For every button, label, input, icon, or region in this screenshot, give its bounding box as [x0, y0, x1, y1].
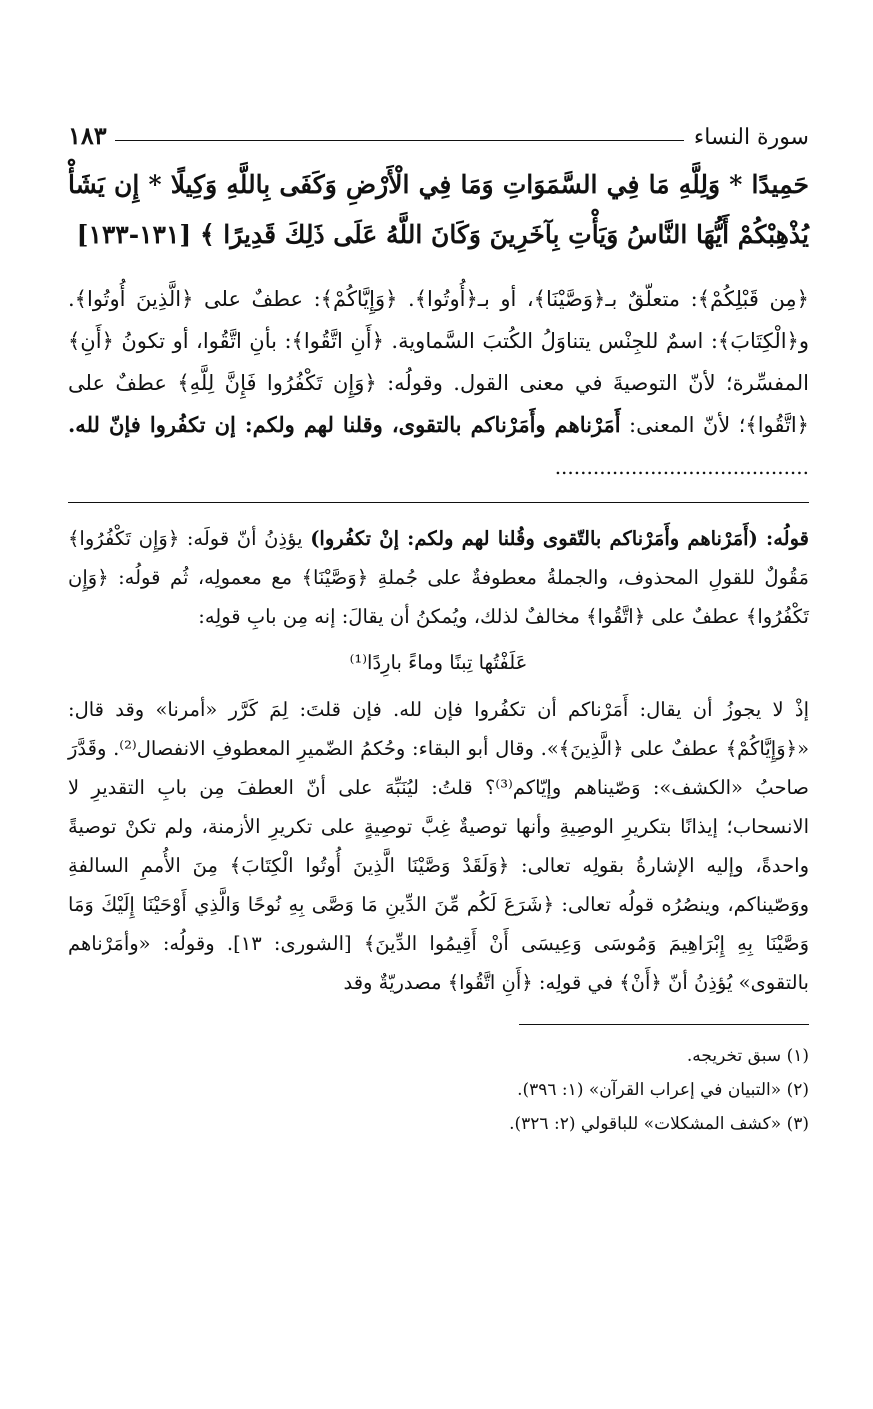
commentary-lead: قولُه: (أَمَرْناهم وأَمَرْناكم بالتّقوى وقُلنا لهم ولكم: إنْ تكفُروا)	[310, 527, 809, 550]
footnote-2: (٢) «التبيان في إعراب القرآن» (١: ٣٩٦).	[517, 1080, 809, 1100]
footnote-rule	[519, 1024, 809, 1025]
poetry-verse: عَلَفْتُها تِبنًا وماءً بارِدًا⁽¹⁾	[349, 651, 528, 674]
header-rule	[115, 140, 684, 141]
quran-verse: حَمِيدًا * وَلِلَّهِ مَا فِي السَّمَوَاتِ وَمَا فِي الْأَرْضِ وَكَفَى بِاللَّهِ وَكِيلًا * إِن يَشَأْ يُذْهِبْكُمْ أَيُّهَا النَّاسُ وَيَأْتِ بِآخَرِينَ وَكَانَ اللَّهُ عَلَى ذَلِكَ قَدِيرًا ﴾ [١٣١-١٣٣]	[68, 170, 809, 249]
book-page	[68, 100, 809, 1141]
surah-title: سورة النساء	[693, 125, 809, 150]
footnotes	[68, 1039, 809, 1141]
section-divider	[68, 502, 809, 503]
running-header	[68, 100, 809, 150]
dotted-leader: ........................................	[554, 455, 809, 479]
tafsir-text: ﴿مِن قَبْلِكُمْ﴾: متعلّقٌ بـ﴿وَصَّيْنَا﴾، أو بـ﴿أُوتُوا﴾. ﴿وَإِيَّاكُمْ﴾: عطفٌ على ﴿الَّذِينَ أُوتُوا﴾. و﴿الْكِتَابَ﴾: اسمٌ للجِنْس يتناوَلُ الكُتبَ السَّماوية. ﴿أَنِ اتَّقُوا﴾: بأنِ اتَّقُوا، أو تكونُ ﴿أَنِ﴾ المفسِّرة؛ لأنّ التوصيةَ في معنى القول. وقولُه: ﴿وَإِن تَكْفُرُوا فَإِنَّ لِلَّهِ﴾ عطفٌ على ﴿اتَّقُوا﴾؛ لأنّ المعنى:	[68, 287, 809, 437]
footnote-1: (١) سبق تخريجه.	[686, 1046, 809, 1066]
commentary-text-1: يؤذِنُ أنّ قولَه: ﴿وَإِن تَكْفُرُوا﴾ مَقُولٌ للقولِ المحذوف، والجملةُ معطوفةٌ على جُملةِ ﴿وَصَّيْنَا﴾ مع معمولِه، ثُم قولُه: ﴿وَإِن تَكْفُرُوا﴾ عطفٌ على ﴿اتَّقُوا﴾ مخالفٌ لذلك، ويُمكنُ أن يقالَ: إنه مِن بابِ قولِه:	[68, 527, 809, 628]
commentary-section	[68, 519, 809, 1002]
footnote-3: (٣) «كشف المشكلات» للباقولي (٢: ٣٢٦).	[509, 1114, 809, 1134]
tafsir-paragraph	[68, 278, 809, 488]
tafsir-bold-text: أَمَرْناهم وأَمَرْناكم بالتقوى، وقلنا لهم ولكم: إن تكفُروا فإنّ لله.	[68, 412, 621, 437]
commentary-paragraph-1	[68, 519, 809, 636]
page-number: ١٨٣	[68, 121, 107, 150]
commentary-paragraph-2: إذْ لا يجوزُ أن يقال: أَمَرْناكم أن تكفُروا فإن لله. فإن قلتَ: لِمَ كَرَّر «أمرنا» وقد قال: «﴿وَإِيَّاكُمْ﴾ عطفٌ على ﴿الَّذِينَ﴾». وقال أبو البقاء: وحُكمُ الضّميرِ المعطوفِ الانفصال⁽²⁾. وقَدَّرَ صاحبُ «الكشف»: وَصّيناهم وإيّاكم⁽³⁾؟ قلتُ: ليُنَبِّهَ على أنّ العطفَ مِن بابِ التقديرِ لا الانسحاب؛ إيذانًا بتكريرِ الوصِيةِ وأنها توصيةٌ غِبَّ توصِيةٍ على تكريرِ الأزمنة، ولم تكنْ توصيةً واحدةً، وإليه الإشارةُ بقولِه تعالى: ﴿وَلَقَدْ وَصَّيْنَا الَّذِينَ أُوتُوا الْكِتَابَ﴾ مِنَ الأُممِ السالفةِ ووَصّيناكم، وينصُرُه قولُه تعالى: ﴿شَرَعَ لَكُم مِّنَ الدِّينِ مَا وَصَّى بِهِ نُوحًا وَالَّذِي أَوْحَيْنَا إِلَيْكَ وَمَا وَصَّيْنَا بِهِ إِبْرَاهِيمَ وَمُوسَى وَعِيسَى أَنْ أَقِيمُوا الدِّينَ﴾ [الشورى: ١٣]. وقولُه: «وأمَرْناهم بالتقوى» يُؤذِنُ أنّ ﴿أَنْ﴾ في قولِه: ﴿أَنِ اتَّقُوا﴾ مصدريّةٌ وقد	[68, 698, 809, 994]
